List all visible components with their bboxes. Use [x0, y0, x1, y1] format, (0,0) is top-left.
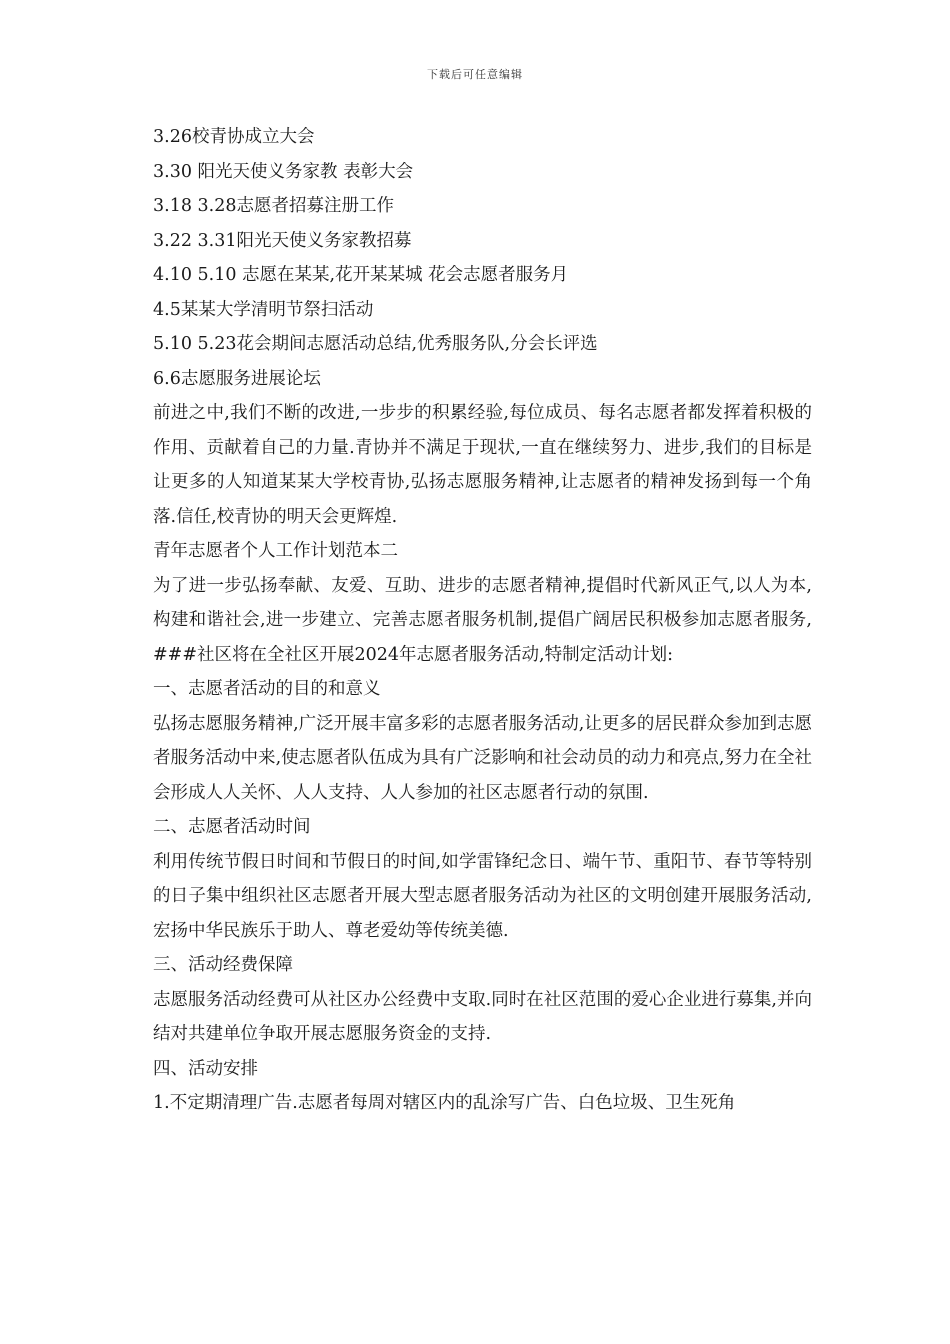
heading-time: 二、志愿者活动时间 — [153, 817, 311, 837]
paragraph-funding: 志愿服务活动经费可从社区办公经费中支取.同时在社区范围的爱心企业进行募集,并向结对共建单位争取开展志愿服务资金的支持. — [153, 989, 812, 1044]
schedule-item: 4.10 5.10 志愿在某某,花开某某城 花会志愿者服务月 — [153, 265, 569, 285]
paragraph-progress: 前进之中,我们不断的改进,一步步的积累经验,每位成员、每名志愿者都发挥着积极的作用、贡献着自己的力量.青协并不满足于现状,一直在继续努力、进步,我们的目标是让更多的人知道某某大学校青协,弘扬志愿服务精神,让志愿者的精神发扬到每一个角落.信任,校青协的明天会更辉煌. — [153, 403, 812, 527]
schedule-item: 3.30 阳光天使义务家教 表彰大会 — [153, 161, 414, 182]
schedule-item: 4.5某某大学清明节祭扫活动 — [153, 299, 374, 320]
document-body — [144, 120, 812, 1121]
heading-funding: 三、活动经费保障 — [153, 955, 293, 975]
page-header: 下载后可任意编辑 — [427, 68, 523, 81]
schedule-item: 3.26校青协成立大会 — [153, 127, 315, 147]
paragraph-intro: 为了进一步弘扬奉献、友爱、互助、进步的志愿者精神,提倡时代新风正气,以人为本,构建和谐社会,进一步建立、完善志愿者服务机制,提倡广阔居民积极参加志愿者服务,###社区将在全社区开展2024年志愿者服务活动,特制定活动计划: — [153, 575, 812, 665]
schedule-item: 6.6志愿服务进展论坛 — [153, 368, 321, 389]
schedule-item: 3.18 3.28志愿者招募注册工作 — [153, 196, 394, 216]
paragraph-time: 利用传统节假日时间和节假日的时间,如学雷锋纪念日、端午节、重阳节、春节等特别的日子集中组织社区志愿者开展大型志愿者服务活动为社区的文明创建开展服务活动,宏扬中华民族乐于助人、尊老爱幼等传统美德. — [153, 851, 812, 941]
paragraph-purpose: 弘扬志愿服务精神,广泛开展丰富多彩的志愿者服务活动,让更多的居民群众参加到志愿者服务活动中来,使志愿者队伍成为具有广泛影响和社会动员的动力和亮点,努力在全社会形成人人关怀、人人支持、人人参加的社区志愿者行动的氛围. — [153, 713, 812, 803]
schedule-item: 5.10 5.23花会期间志愿活动总结,优秀服务队,分会长评选 — [153, 334, 598, 354]
heading-purpose: 一、志愿者活动的目的和意义 — [153, 679, 381, 699]
schedule-item: 3.22 3.31阳光天使义务家教招募 — [153, 230, 412, 251]
heading-arrangement: 四、活动安排 — [153, 1058, 258, 1079]
section-title-two: 青年志愿者个人工作计划范本二 — [153, 541, 398, 561]
paragraph-arrangement: 1.不定期清理广告.志愿者每周对辖区内的乱涂写广告、白色垃圾、卫生死角 — [153, 1093, 736, 1113]
